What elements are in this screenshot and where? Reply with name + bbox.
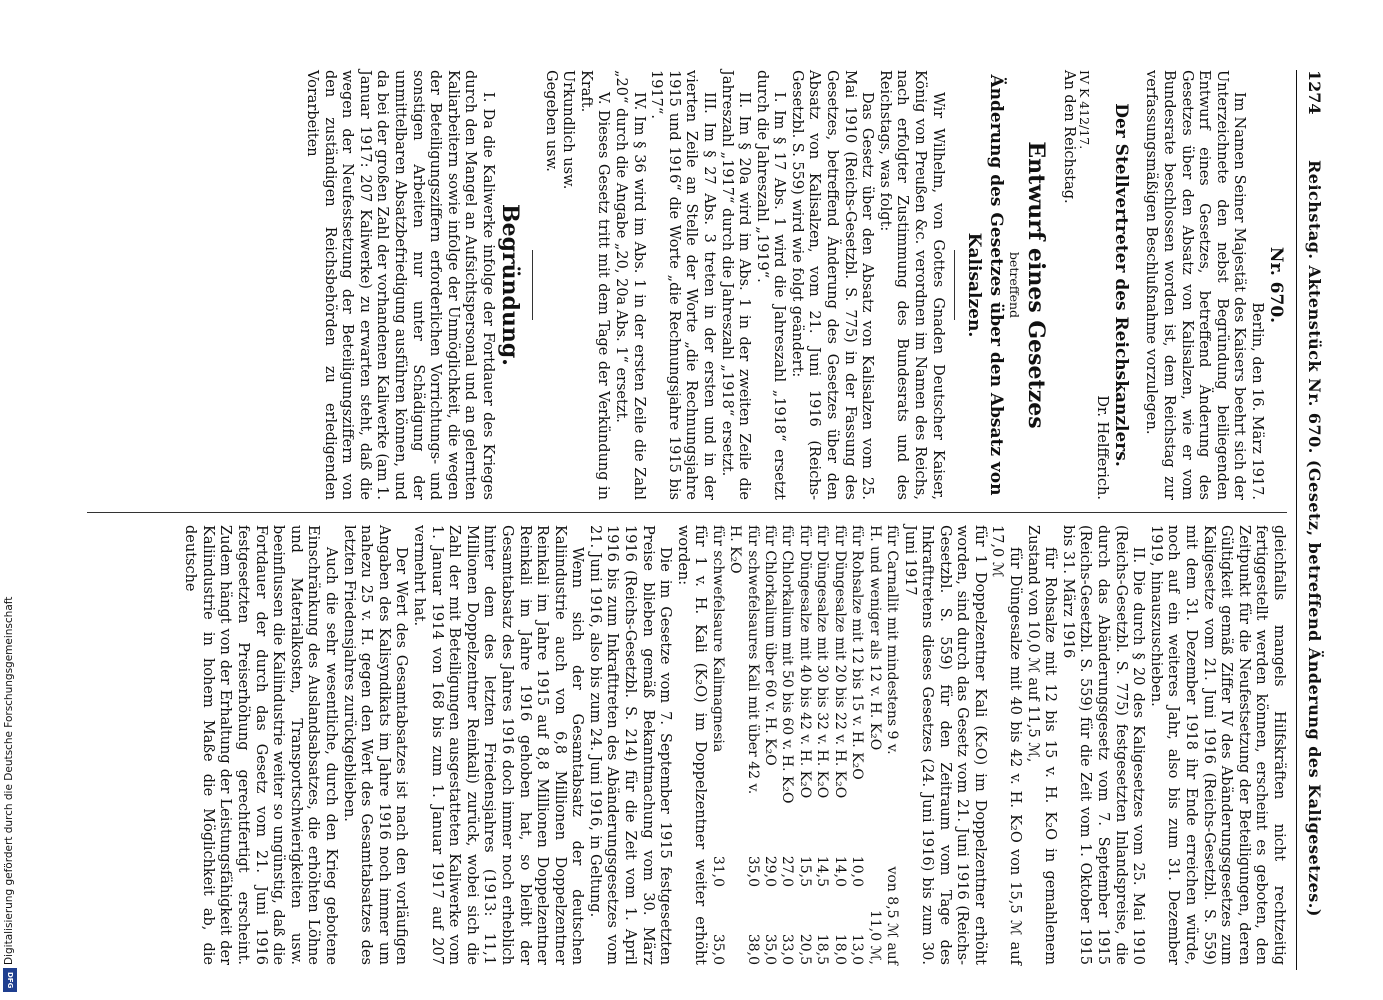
right-column <box>181 525 1287 965</box>
amendment-item: III. Im § 27 Abs. 3 treten in der ersten und in der vierten Zeile an Stelle der Worte „die Rechnungsjahre 1915 und 1916“ die Worte „die Rechnungsjahre 1915 bis 1917“. <box>648 70 717 500</box>
paragraph: Der Wert des Gesamtabsatzes ist nach den vorläufigen Angaben des Kalisyndikats im Jahre 1916 noch immer um nahezu 25 v. H. gegen den Wert des Gesamtabsatzes des letzten Friedensjahres zurückgeblieben. <box>340 525 410 965</box>
section-ii-text: II. Die durch § 20 des Kaligesetzes vom 25. Mai 1910 (Reichs-Gesetzbl. S. 775) festgesetzten Inlandspreise, die durch das Abänderungsgesetz vom 7. September 1915 (Reichs-Gesetzbl. S. 559) für die Zeit vom 1. Oktober 1915 bis 31. März 1916 <box>1059 525 1147 965</box>
table-row: für Rohsalze mit 12 bis 15 v. H. K₂O 10,0 13,0 <box>849 525 866 965</box>
document-number: Nr. 670. <box>1266 246 1286 324</box>
paragraph: Auch die sehr wesentliche, durch den Krieg gebotene Einschränkung des Auslandsabsatzes, die erhöhten Löhne und Materialkosten, Transportschwierigkeiten usw. beeinflussen die Kaliindustrie weiter so ungünstig, daß die Fortdauer der durch das Gesetz vom 21. Juni 1916 festgesetzten Preiserhöhung gerechtfertigt erscheint. Zudem hängt von der Erhaltung der Leistungsfähigkeit der Kaliindustrie in hohem Maße die Möglichkeit ab, die deutsche <box>182 525 339 965</box>
paragraph: Wenn sich der Gesamtabsatz der deutschen Kaliindustrie auch von 6,8 Millionen Doppelzentner Reinkali im Jahre 1915 auf 8,8 Millionen Doppelzentner Reinkali im Jahre 1916 gehoben hat, so bleibt der Gesamtabsatz des Jahres 1916 doch immer noch erheblich hinter dem des letzten Friedensjahres (1913: 11,1 Millionen Doppelzentner Reinkali) zurück, wobei sich die Zahl der mit Beteiligungen ausgestatteten Kaliwerke vom 1. Januar 1914 von 168 bis zum 1. Januar 1917 auf 207 vermehrt hat. <box>410 525 586 965</box>
after-table-text: Die im Gesetze vom 7. September 1915 festgesetzten Preise blieben gemäß Bekanntmachung vom 30. März 1916 (Reichs-Gesetzbl. S. 214) für die Zeit vom 1. April 1916 bis zum Inkrafttreten des Abänderungsgesetzes vom 21. Juni 1916, also bis zum 24. Juni 1916, in Geltung. <box>586 525 674 965</box>
table-row: für schwefelsaure Kalimagnesia 31,0 35,0 <box>709 525 726 965</box>
left-column <box>302 70 1287 500</box>
price-table <box>708 525 899 965</box>
price-a: für Rohsalze mit 12 bis 15 v. H. K₂O in gemahlenem Zustand von 10,0 ℳ auf 11,5 ℳ, <box>1024 525 1059 965</box>
place-date: Berlin, den 16. März 1917. <box>1249 302 1265 500</box>
price-c: für 1 Doppelzentner Kali (K₂O) im Doppelzentner erhöht worden, sind durch das Gesetz vom 21. Juni 1916 (Reichs-Gesetzbl. S. 559) für den Zeitraum vom Tage des Inkrafttretens dieses Gesetzes (24. Juni 1916) bis zum 30. Juni 1917 <box>901 525 988 965</box>
bill-title: Entwurf eines Gesetzes <box>1022 141 1049 429</box>
amendment-item: I. Im § 17 Abs. 1 wird die Jahreszahl „1918“ ersetzt durch die Jahreszahl „1919“. <box>753 70 788 500</box>
table-row: für Düngesalze mit 20 bis 22 v. H. K₂O 14,0 18,0 <box>831 525 848 965</box>
table-row: für Carnallit mit mindestens 9 v. H. und weniger als 12 v. H. K₂O von 8,5 ℳ auf 11,0 ℳ, <box>866 525 900 965</box>
intro-text: Im Namen Seiner Majestät des Kaisers beehrt sich der Unterzeichnete den nebst Begründung beiliegenden Entwurf eines Gesetzes, betreffend Änderung des Gesetzes über den Absatz von Kalisalzen, wie er vom Bundesrate beschlossen worden ist, dem Reichstag zur verfassungsmäßigen Beschlußnahme vorzulegen. <box>1143 70 1248 500</box>
amendment-item: II. Im § 20a wird im Abs. 1 in der zweiten Zeile die Jahreszahl „1917“ durch die Jahreszahl „1918“ ersetzt. <box>718 70 753 500</box>
column-divider <box>87 512 1287 513</box>
table-row: für Düngesalze mit 30 bis 32 v. H. K₂O 14,5 18,5 <box>814 525 831 965</box>
closing-formula: Urkundlich usw. <box>560 70 577 190</box>
signer-name: Dr. Helfferich. <box>1093 395 1110 500</box>
amendment-item: V. Dieses Gesetz tritt mit dem Tage der Verkündung in Kraft. <box>577 70 612 500</box>
digitization-credit: Digitalisierung gefördert durch die Deutsche Forschungsgemeinschaft <box>3 596 15 965</box>
continuation-text: gleichfalls mangels Hilfskräften nicht rechtzeitig fertiggestellt werden können, erscheint es geboten, den Zeitpunkt für die Neufestsetzung der Beteiligungen, deren Gültigkeit gemäß Ziffer IV des Abänderungsgesetzes zum Kaligesetze vom 21. Juni 1916 (Reichs-Gesetzbl. S. 559) mit dem 31. Dezember 1918 ihr Ende erreichen würde, noch auf ein weiteres Jahr, also bis zum 31. Dezember 1919, hinauszuschieben. <box>1147 525 1287 965</box>
begruendung-title: Begründung. <box>497 204 523 366</box>
closing-formula: Gegeben usw. <box>542 70 559 172</box>
divider-rule <box>954 250 955 320</box>
running-title: Reichstag. Aktenstück Nr. 670. (Gesetz, betreffend Änderung des Kaligesetzes.) <box>1305 160 1324 917</box>
dfg-logo: DFG <box>3 968 17 992</box>
rotated-document-page <box>80 70 1325 970</box>
enacting-clause: Wir Wilhelm, von Gottes Gnaden Deutscher Kaiser, König von Preußen &c. verordnen im Namen des Reichs, nach erfolgter Zustimmung des Bundesrats und des Reichstags, was folgt: <box>876 70 946 500</box>
table-row: für Chlorkalium mit 50 bis 60 v. H. K₂O 27,0 33,0 <box>779 525 796 965</box>
divider-rule <box>532 250 533 320</box>
file-reference: IV K 412/17. <box>1077 70 1093 150</box>
table-row: für Chlorkalium über 60 v. H. K₂O 29,0 35,0 <box>762 525 779 965</box>
table-row: für Düngesalze mit 40 bis 42 v. H. K₂O 15,5 20,5 <box>796 525 813 965</box>
amendment-intro: Das Gesetz über den Absatz von Kalisalzen vom 25. Mai 1910 (Reichs-Gesetzbl. S. 775) in der Fassung des Gesetzes, betreffend Änderung des Gesetzes über den Absatz von Kalisalzen, vom 21. Juni 1916 (Reichs-Gesetzbl. S. 559) wird wie folgt geändert: <box>788 70 876 500</box>
price-b: für Düngesalze mit 40 bis 42 v. H. K₂O von 15,5 ℳ auf 17,0 ℳ <box>989 525 1024 965</box>
digitization-sidebar <box>0 0 22 1000</box>
bill-subject: Änderung des Gesetzes über den Absatz von Kalisalzen. <box>963 74 1006 496</box>
page-number: 1274 <box>1305 70 1324 115</box>
amendment-item: IV. Im § 36 wird im Abs. 1 in der ersten Zeile die Zahl „20“ durch die Angabe „20, 20a Abs. 1“ ersetzt. <box>612 70 647 500</box>
signer-title: Der Stellvertreter des Reichskanzlers. <box>1110 103 1131 467</box>
table-intro: für 1 v. H. Kali (K₂O) im Doppelzentner weiter erhöht worden: <box>674 525 709 965</box>
bill-betreffend: betreffend <box>1006 251 1022 319</box>
begruendung-text: I. Da die Kaliwerke infolge der Fortdauer des Krieges durch den Mangel an Aufsichtspersonal und an gelernten Kaliarbeitern sowie infolge der Unmöglichkeit, die wegen der Beteiligungsziffern erforderlichen Vorrichtungs- und sonstigen Arbeiten nur unter Schädigung der unmittelbaren Absatzbefriedigung ausführen können, und da bei der großen Zahl der vorhandenen Kaliwerke (am 1. Januar 1917: 207 Kaliwerke) zu erwarten steht, daß die wegen der Neufestsetzung der Beteiligungsziffern von den zuständigen Reichsbehörden zu erledigenden Vorarbeiten <box>304 70 496 500</box>
running-header <box>1296 70 1325 970</box>
table-row: für schwefelsaures Kali mit über 42 v. H. K₂O 35,0 38,0 <box>727 525 761 965</box>
addressee: An den Reichstag. <box>1061 70 1078 204</box>
